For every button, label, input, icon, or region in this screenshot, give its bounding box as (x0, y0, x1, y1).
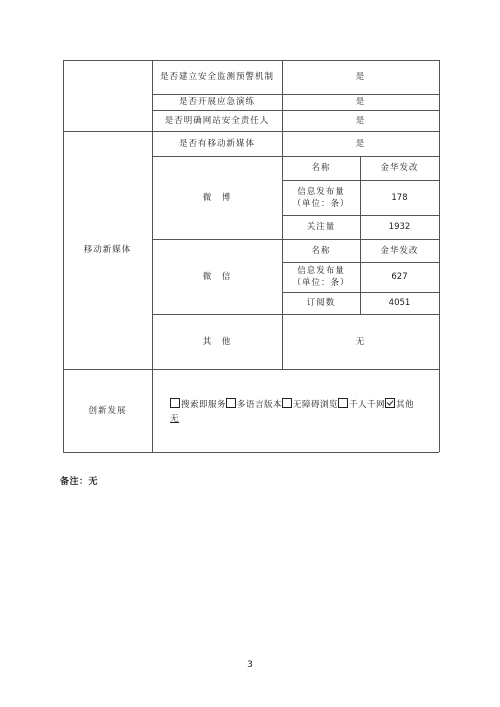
wechat-posts-value: 627 (391, 272, 408, 282)
table-border-right (439, 60, 440, 452)
weibo-followers-label: 关注量 (306, 222, 336, 232)
weibo-label: 微 博 (202, 192, 232, 203)
option-label-accessibility: 无障碍浏览 (293, 400, 339, 410)
option-label-search-service: 搜索即服务 (181, 400, 227, 410)
weibo-name-header: 名称 (311, 163, 331, 173)
innovation-options (170, 398, 438, 426)
row-label-has-mobile: 是否有移动新媒体 (178, 138, 255, 149)
other-value: 无 (355, 336, 366, 347)
checkbox-other-checked[interactable] (385, 398, 395, 408)
wechat-posts-label (282, 262, 360, 292)
weibo-name-value: 金华发改 (380, 163, 419, 173)
table-border-bottom (63, 452, 439, 453)
checkbox-personalized[interactable] (338, 398, 348, 408)
checkbox-search-service[interactable] (170, 398, 180, 408)
wechat-posts-label-line1: 信息发布量 (297, 266, 345, 276)
weibo-posts-label-line2: （单位：条） (292, 198, 350, 209)
option-label-personalized: 千人千网 (349, 400, 386, 410)
option-label-other: 其他 (396, 400, 415, 410)
wechat-name-value: 金华发改 (380, 245, 419, 256)
wechat-subscribers-value: 4051 (388, 298, 411, 308)
weibo-posts-label (282, 180, 360, 215)
section-label-mobile-media: 移动新媒体 (83, 245, 132, 255)
remark-note: 备注：无 (60, 477, 99, 487)
innovation-other-text: 无 (170, 414, 180, 424)
wechat-posts-label-line2: （单位：条） (292, 278, 350, 288)
row-label-security-owner: 是否明确网站安全责任人 (164, 115, 270, 126)
row-label-monitoring: 是否建立安全监测预警机制 (159, 72, 274, 82)
row-value-drill: 是 (355, 97, 366, 107)
option-label-multilingual: 多语言版本 (237, 400, 283, 410)
wechat-label: 微 信 (202, 271, 232, 282)
row-value-monitoring: 是 (355, 72, 366, 82)
row-label-drill: 是否开展应急演练 (178, 97, 255, 107)
row-value-has-mobile: 是 (355, 138, 366, 149)
weibo-followers-value: 1932 (388, 222, 411, 232)
weibo-posts-label-line1: 信息发布量 (297, 186, 345, 197)
row-value-security-owner: 是 (355, 115, 366, 126)
section-label-innovation: 创新发展 (88, 405, 127, 416)
wechat-name-header: 名称 (311, 245, 331, 256)
checkbox-multilingual[interactable] (226, 398, 236, 408)
page-number: 3 (247, 660, 253, 670)
weibo-posts-value: 178 (391, 192, 408, 203)
wechat-subscribers-label: 订阅数 (306, 298, 336, 308)
checkbox-accessibility[interactable] (282, 398, 292, 408)
other-label: 其 他 (202, 336, 232, 347)
